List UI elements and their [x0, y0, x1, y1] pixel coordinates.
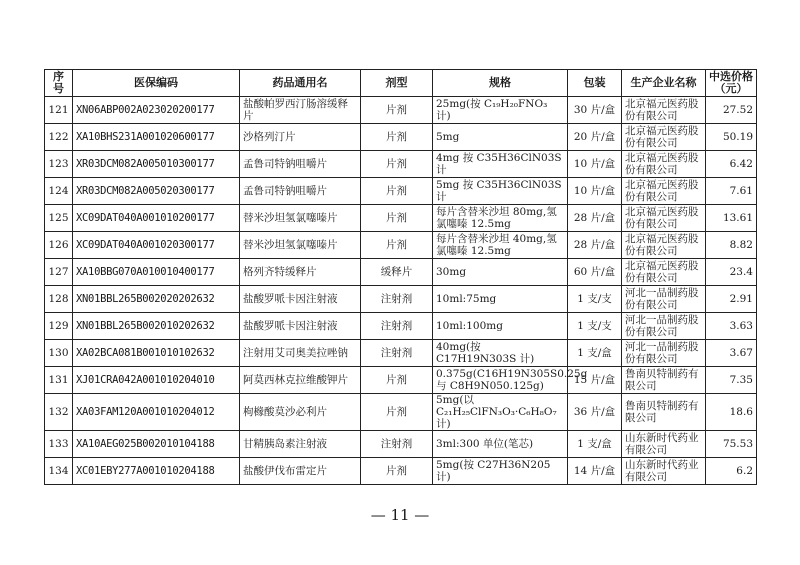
cell-code: XJ01CRA042A001010204010: [73, 367, 240, 394]
cell-price: 3.63: [706, 313, 757, 340]
cell-price: 6.2: [706, 458, 757, 485]
drug-price-table: [44, 69, 757, 485]
cell-form: 片剂: [361, 124, 433, 151]
cell-seq: 124: [45, 178, 73, 205]
cell-name: 格列齐特缓释片: [240, 259, 361, 286]
cell-maker: 鲁南贝特制药有限公司: [622, 367, 706, 394]
page-number: — 11 —: [370, 506, 430, 524]
cell-spec: 每片含替米沙坦 80mg,氢氯噻嗪 12.5mg: [433, 205, 568, 232]
cell-form: 片剂: [361, 394, 433, 431]
cell-form: 注射剂: [361, 340, 433, 367]
table-row: [45, 367, 757, 394]
cell-code: XA10BHS231A001020600177: [73, 124, 240, 151]
cell-seq: 127: [45, 259, 73, 286]
cell-name: 阿莫西林克拉维酸钾片: [240, 367, 361, 394]
table-row: [45, 458, 757, 485]
cell-seq: 134: [45, 458, 73, 485]
cell-maker: 鲁南贝特制药有限公司: [622, 394, 706, 431]
cell-pack: 14 片/盒: [568, 458, 622, 485]
cell-code: XC01EBY277A001010204188: [73, 458, 240, 485]
cell-name: 盐酸罗哌卡因注射液: [240, 313, 361, 340]
cell-price: 75.53: [706, 431, 757, 458]
cell-maker: 北京福元医药股份有限公司: [622, 124, 706, 151]
cell-code: XA02BCA081B001010102632: [73, 340, 240, 367]
cell-form: 片剂: [361, 232, 433, 259]
table-row: [45, 340, 757, 367]
cell-seq: 121: [45, 97, 73, 124]
cell-code: XA03FAM120A001010204012: [73, 394, 240, 431]
cell-price: 6.42: [706, 151, 757, 178]
cell-spec: 10ml:100mg: [433, 313, 568, 340]
cell-maker: 北京福元医药股份有限公司: [622, 178, 706, 205]
cell-code: XR03DCM082A005020300177: [73, 178, 240, 205]
cell-seq: 133: [45, 431, 73, 458]
cell-spec: 5mg(按 C27H36N205 计): [433, 458, 568, 485]
cell-spec: 5mg(以 C₂₁H₂₅ClFN₃O₃·C₆H₈O₇ 计): [433, 394, 568, 431]
cell-spec: 25mg(按 C₁₉H₂₀FNO₃ 计): [433, 97, 568, 124]
cell-spec: 3ml:300 单位(笔芯): [433, 431, 568, 458]
cell-form: 片剂: [361, 205, 433, 232]
cell-seq: 123: [45, 151, 73, 178]
cell-pack: 36 片/盒: [568, 394, 622, 431]
cell-spec: 30mg: [433, 259, 568, 286]
cell-pack: 30 片/盒: [568, 97, 622, 124]
cell-form: 片剂: [361, 178, 433, 205]
cell-form: 片剂: [361, 367, 433, 394]
cell-maker: 北京福元医药股份有限公司: [622, 205, 706, 232]
cell-spec: 每片含替米沙坦 40mg,氢氯噻嗪 12.5mg: [433, 232, 568, 259]
header-maker: 生产企业名称: [622, 70, 706, 97]
cell-form: 片剂: [361, 97, 433, 124]
cell-name: 替米沙坦氢氯噻嗪片: [240, 205, 361, 232]
cell-maker: 北京福元医药股份有限公司: [622, 259, 706, 286]
table-row: [45, 313, 757, 340]
cell-pack: 15 片/盒: [568, 367, 622, 394]
cell-form: 片剂: [361, 151, 433, 178]
table-row: [45, 205, 757, 232]
cell-code: XN01BBL265B002010202632: [73, 313, 240, 340]
cell-code: XC09DAT040A001010200177: [73, 205, 240, 232]
cell-code: XC09DAT040A001020300177: [73, 232, 240, 259]
table-row: [45, 394, 757, 431]
cell-maker: 山东新时代药业有限公司: [622, 431, 706, 458]
cell-form: 缓释片: [361, 259, 433, 286]
cell-form: 片剂: [361, 458, 433, 485]
cell-name: 替米沙坦氢氯噻嗪片: [240, 232, 361, 259]
cell-maker: 河北一品制药股份有限公司: [622, 340, 706, 367]
table-row: [45, 178, 757, 205]
cell-name: 甘精胰岛素注射液: [240, 431, 361, 458]
cell-form: 注射剂: [361, 286, 433, 313]
cell-code: XA10AEG025B002010104188: [73, 431, 240, 458]
cell-pack: 1 支/盒: [568, 340, 622, 367]
cell-name: 枸橼酸莫沙必利片: [240, 394, 361, 431]
cell-pack: 10 片/盒: [568, 151, 622, 178]
cell-name: 盐酸伊伐布雷定片: [240, 458, 361, 485]
cell-code: XR03DCM082A005010300177: [73, 151, 240, 178]
table-row: [45, 232, 757, 259]
cell-price: 2.91: [706, 286, 757, 313]
cell-price: 8.82: [706, 232, 757, 259]
cell-seq: 131: [45, 367, 73, 394]
cell-spec: 5mg: [433, 124, 568, 151]
cell-maker: 山东新时代药业有限公司: [622, 458, 706, 485]
cell-form: 注射剂: [361, 431, 433, 458]
cell-maker: 北京福元医药股份有限公司: [622, 97, 706, 124]
cell-name: 孟鲁司特钠咀嚼片: [240, 178, 361, 205]
cell-seq: 132: [45, 394, 73, 431]
cell-price: 18.6: [706, 394, 757, 431]
cell-price: 27.52: [706, 97, 757, 124]
table-row: [45, 286, 757, 313]
cell-pack: 60 片/盒: [568, 259, 622, 286]
cell-price: 7.61: [706, 178, 757, 205]
cell-code: XA10BBG070A010010400177: [73, 259, 240, 286]
cell-code: XN01BBL265B002020202632: [73, 286, 240, 313]
cell-pack: 1 支/盒: [568, 431, 622, 458]
cell-pack: 1 支/支: [568, 313, 622, 340]
cell-pack: 28 片/盒: [568, 232, 622, 259]
cell-price: 23.4: [706, 259, 757, 286]
cell-name: 盐酸帕罗西汀肠溶缓释片: [240, 97, 361, 124]
cell-maker: 河北一品制药股份有限公司: [622, 313, 706, 340]
table-row: [45, 124, 757, 151]
cell-seq: 125: [45, 205, 73, 232]
header-form: 剂型: [361, 70, 433, 97]
cell-name: 注射用艾司奥美拉唑钠: [240, 340, 361, 367]
cell-maker: 北京福元医药股份有限公司: [622, 232, 706, 259]
cell-maker: 北京福元医药股份有限公司: [622, 151, 706, 178]
header-seq: 序号: [45, 70, 73, 97]
cell-form: 注射剂: [361, 313, 433, 340]
cell-code: XN06ABP002A023020200177: [73, 97, 240, 124]
table-row: [45, 97, 757, 124]
cell-spec: 4mg 按 C35H36ClN03S 计: [433, 151, 568, 178]
cell-pack: 10 片/盒: [568, 178, 622, 205]
cell-price: 7.35: [706, 367, 757, 394]
header-name: 药品通用名: [240, 70, 361, 97]
table-row: [45, 151, 757, 178]
header-spec: 规格: [433, 70, 568, 97]
cell-seq: 128: [45, 286, 73, 313]
cell-spec: 0.375g(C16H19N305S0.25g 与 C8H9N050.125g): [433, 367, 568, 394]
table-row: [45, 431, 757, 458]
cell-price: 13.61: [706, 205, 757, 232]
header-price: 中选价格（元）: [706, 70, 757, 97]
cell-price: 3.67: [706, 340, 757, 367]
cell-pack: 1 支/支: [568, 286, 622, 313]
header-code: 医保编码: [73, 70, 240, 97]
table-header-row: [45, 70, 757, 97]
cell-name: 孟鲁司特钠咀嚼片: [240, 151, 361, 178]
cell-spec: 10ml:75mg: [433, 286, 568, 313]
cell-pack: 28 片/盒: [568, 205, 622, 232]
cell-name: 盐酸罗哌卡因注射液: [240, 286, 361, 313]
header-pack: 包装: [568, 70, 622, 97]
table-row: [45, 259, 757, 286]
cell-seq: 126: [45, 232, 73, 259]
cell-spec: 5mg 按 C35H36ClN03S 计: [433, 178, 568, 205]
cell-seq: 130: [45, 340, 73, 367]
cell-pack: 20 片/盒: [568, 124, 622, 151]
cell-seq: 122: [45, 124, 73, 151]
cell-name: 沙格列汀片: [240, 124, 361, 151]
cell-price: 50.19: [706, 124, 757, 151]
cell-seq: 129: [45, 313, 73, 340]
cell-maker: 河北一品制药股份有限公司: [622, 286, 706, 313]
cell-spec: 40mg(按 C17H19N303S 计): [433, 340, 568, 367]
